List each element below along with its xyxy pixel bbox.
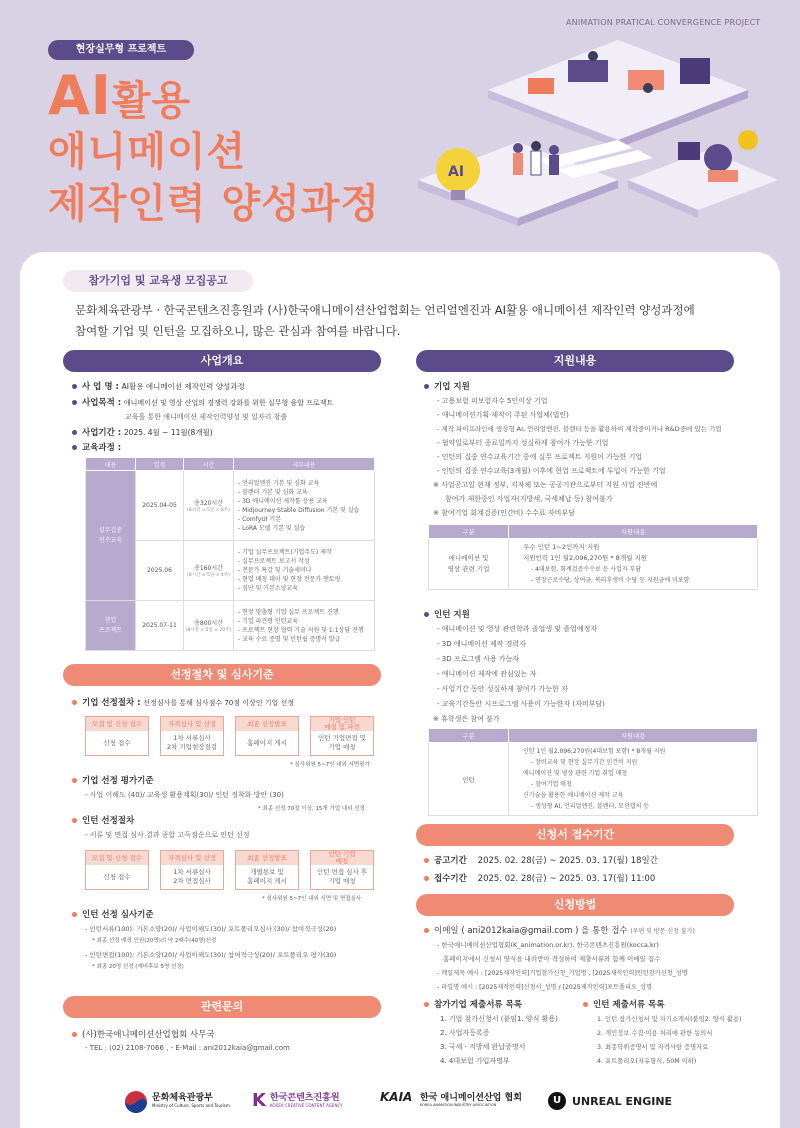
company-support-item-4: - 협약일로부터 종료일까지 성실하게 참여가 가능한 기업 [437,439,609,447]
kocca-logo: 한국콘텐츠진흥원 KOREA CREATIVE CONTENT AGENCY [270,1093,343,1108]
company-support-item-6: - 인턴의 집중 연수교육(3개월) 이후에 현업 프로젝트에 투입이 가능한 기업 [437,467,666,475]
company-docs-label: 참가기업 제출서류 목록 [424,998,522,1010]
intern-criteria-1-note: * 최종 선정 예정 인원(20명)의 약 2배수(40명)선정 [92,938,217,944]
intern-type-cell: 인턴 [429,743,509,816]
bulb-ai-text: AI [448,164,465,180]
company-content-cell: 우수 인턴 1~2인까지 지원 지원인력 1인 월2,096,270원 * 8개월 지원 - 4대보험, 회계검증수수료 등 사업자 부담 - 연장근로수당, 상여금, 복리후생비 수당 등 지원금에 미포함 [509,539,758,590]
intern-content-cell: 인턴 1인 월2,096,270원(4대보험 포함) * 8개월 지원 - 장비교육 및 현장 실무기간 인건비 지원 애니메이션 및 영상 관련 기업 취업 매칭 - 참여기업 매칭 신기술을 활용한 애니메이션 제작 교육 - 생성형 AI, 언리얼엔진, 블렌더, 모션캡처 등 [509,743,758,816]
intern-step-2: 자격심사 및 선정 1차 서류심사 2차 면접심사 [160,850,224,890]
title-ai: AI [48,64,112,127]
title-line3: 제작인력 양성과정 [48,181,381,227]
intern-doc-4: 4. 포트폴리오(자유형식, 50M 이하) [597,1058,697,1065]
company-support-note-3: ※ 참여기업 회계검증(민간비) 수수료 자비부담 [433,509,575,517]
mcst-emblem-icon [124,1090,148,1114]
bullet-dot [72,700,77,705]
bullet-dot [72,778,77,783]
bullet-dot [72,384,77,389]
row3-hours: 총800시간 (8시간 × 5일 × 20주) [184,601,234,651]
intern-support-item-4: - 애니메이션 제작에 관심있는 자 [437,670,537,678]
company-type-cell: 애니메이션 및 영상 관련 기업 [429,539,509,590]
th-time: 시간 [184,458,234,471]
company-support-item-3: - 제작 파이프라인에 생성형 AI, 언리얼엔진, 블렌더 등을 활용하여 제작중이거나 R&D중에 있는 기업 [437,425,722,433]
bullet-dot [424,876,429,881]
unreal-engine-icon: U [548,1092,566,1110]
bullet-dot [424,1002,429,1007]
company-support-item-1: - 고용보험 피보험자수 5인이상 기업 [437,397,548,405]
intern-criteria-2-note: * 최종 20명 선정 (예비후보 5명 선정) [92,964,184,970]
apply-line-2: 홈페이지에서 신청서 양식을 내려받아 작성하여 제출서류와 함께 이메일 접수 [443,955,661,963]
row2-details: - 기업 실무프로젝트(기업주도) 제작 - 실무프로젝트 보고서 작성 - 전문가 특강 및 기술세미나 - 현업 매칭 데이 및 현장 전문가 멘토링 - 심단 및 기본소양교육 [234,541,375,601]
email-apply: 이메일 ( ani2012kaia@gmail.com ) 을 통한 접수 (우편 및 방문 신청 불가) [424,924,695,936]
bullet-dot [72,912,77,917]
group-project: 현업 프로젝트 [86,601,136,651]
title-line2: 애니메이션 [48,129,247,175]
bullet-dot [72,445,77,450]
company-step-2: 자격심사 및 선정 1차 서류심사 2차 기업현장점검 [160,716,224,756]
kaia-logo: 한국 애니메이션산업 협회 KOREA ANIMATION INDUSTRY ASSOCIATION [420,1093,522,1107]
row3-details: - 현장 맞춤형 기업 실무 프로젝트 진행 - 기업 파견형 인턴교육 - 프로젝트 현장 협력 기술 지원 및 1:1상담 진행 - 교육 수료 증명 및 인턴쉽 증명서 발급 [234,601,375,651]
intern-criteria-1: - 인턴서류(100): 기본소양(20)/ 사업이해도(30)/ 포트폴리오심사 (30)/ 참여적극성(20) [85,925,337,933]
notice-period: 공고기간 2025. 02. 28(금) ~ 2025. 03. 17(월) 18일간 [424,854,658,866]
bullet-dot [424,858,429,863]
intern-support-table [428,728,758,816]
bullet-dot [424,612,429,617]
notice-line2: 참여할 기업 및 인턴을 모집하오니, 많은 관심과 참여를 바랍니다. [75,324,401,338]
intern-support: 인턴 지원 [424,608,470,620]
company-support: 기업 지원 [424,380,470,392]
overview-name: 사 업 명 : AI활용 애니메이션 제작인력 양성과정 [72,380,245,392]
company-support-note-2: 참여가 제한중인 사업자(지방세, 국세체납 등) 참여불가 [445,495,613,503]
intern-selection: 인턴 선정절차 [72,814,134,826]
apply-period: 접수기간 2025. 02. 28(금) ~ 2025. 03. 17(월) 11:00 [424,872,655,884]
contact-title: 관련문의 [63,996,381,1018]
intern-support-note: ※ 휴학생은 참여 불가 [433,715,500,723]
intern-criteria-2: - 인턴면접(100): 기본소양(20)/ 사업이해도(30)/ 참여적극성(20)/ 포트폴리오 평가(30) [85,951,337,959]
intern-support-item-1: - 애니메이션 및 영상 관련학과 졸업생 및 졸업예정자 [437,625,598,633]
title-line1 [48,64,192,127]
company-doc-4: 4. 4대보험 가입자명부 [440,1057,510,1065]
th-schedule: 일정 [136,458,184,471]
th-details: 세부내용 [234,458,375,471]
intern-selection-desc: - 서류 및 면접 심사 결과 종합 고득점순으로 인턴 선정 [85,831,250,839]
intern-docs-label: 인턴 제출서류 목록 [583,998,665,1010]
notice-line1: 문화체육관광부 · 한국콘텐츠진흥원과 (사)한국애니메이션산업협회는 언리얼엔진과 AI활용 애니메이션 제작인력 양성과정에 [75,303,695,317]
company-support-note-1: ※ 사업공고일 현재 정부, 지자체 또는 공공기관으로부터 지원 사업 전반에 [433,481,658,489]
intern-support-item-6: - 교육기간동안 시프로그램 사용이 가능한자 (자비부담) [437,700,605,708]
intern-step-4: 인턴·기업 매칭 인턴 면접 심사 후 기업 매칭 [310,850,374,890]
tagline: ANIMATION PRATICAL CONVERGENCE PROJECT [566,18,761,27]
course-table [85,457,375,651]
title-hwal: 활용 [111,78,192,124]
bullet-dot [72,430,77,435]
company-support-item-5: - 인턴의 집중 연수교육기간 중에 실무 프로젝트 지원이 가능한 기업 [437,453,643,461]
row1-date: 2025.04-05 [136,471,184,541]
kocca-mark-icon: K [252,1090,266,1111]
project-badge: 현장실무형 프로젝트 [48,40,194,60]
company-step-1: 모집 및 신청 접수 신청 접수 [85,716,149,756]
company-doc-1: 1. 기업 참가신청서 (붙임1. 양식 활용) [440,1015,558,1023]
selection-title: 선정절차 및 심사기준 [63,664,381,686]
company-support-item-2: - 애니메이션기획·제작이 주된 사업체(법인) [437,411,569,419]
group-intensive: 실무집중 연수교육 [86,471,136,601]
contact-org: (사)한국애니메이션산업협회 사무국 [72,1028,215,1040]
th-content: 내용 [86,458,136,471]
company-doc-2: 2. 사업자등록증 [440,1029,490,1037]
isometric-office-illustration [418,30,778,252]
company-criteria-note: * 최종 선정 70점 이상, 15개 기업 내외 선정 [258,806,365,812]
row1-details: - 언리얼엔진 기본 및 심화 교육 - 블렌더 기본 및 심화 교육 - 3D 애니메이션 제작툴 응용 교육 - Midjourney·Stable Diffusion 기본 및 실습 - ComfyUI 기본 - LoRA 모델 기본 및 실습 [234,471,375,541]
apply-line-4: - 파일명 예시 : [2025제작인력]신청서_성명 / [2025제작인력]포트폴리오_성명 [437,984,652,991]
row2-hours: 총160시간 (8시간 × 5일 × 4주) [184,541,234,601]
intern-note: * 심사위원 5~7인 내외 서면 및 면접심사 [262,896,362,902]
intern-support-item-5: - 사업기간 동안 성실하게 참여가 가능한 자 [437,685,568,693]
intern-step-1: 모집 및 신청 접수 신청 접수 [85,850,149,890]
bullet-dot [72,1032,77,1037]
overview-purpose-line2: 교육을 통한 애니메이션 제작인력양성 및 일자리 창출 [125,413,288,421]
apply-line-1: - 한국애니메이션산업협회(K_animation.or.kr), 한국콘텐츠진흥원(kocca.kr) [437,941,659,949]
row3-date: 2025.07-11 [136,601,184,651]
intern-doc-1: 1. 인턴 참가신청서 및 자기소개서(붙임2. 양식 활용) [597,1016,742,1023]
intern-doc-3: 3. 최종학위증명서 및 자격사항 증명자료 [597,1044,709,1051]
company-note: * 심사위원 5~7인 내외 서면평가 [290,762,370,768]
row1-hours: 총320시간 (8시간 × 5일 × 8주) [184,471,234,541]
company-doc-3: 3. 국세 · 지방세 완납증명서 [440,1043,526,1051]
intern-doc-2: 2. 개인정보 수집·이용 처리에 관한 동의서 [597,1030,713,1037]
company-step-3: 최종 선정발표 홈페이지 게시 [235,716,299,756]
notice-intro [75,300,735,342]
contact-tel-email: - TEL : (02) 2108-7066 , - E-Mail : ani2012kaia@gmail.com [85,1044,290,1052]
overview-course: 교육과정 : [72,441,121,453]
notice-title: 참가기업 및 교육생 모집공고 [63,270,253,292]
company-criteria-value: - 사업 이해도 (40)/ 교육생 활용계획(30)/ 인턴 정착화 방안 (30) [85,791,284,799]
support-title: 지원내용 [416,350,734,372]
intern-criteria: 인턴 선정 심사기준 [72,908,154,920]
overview-title: 사업개요 [63,350,381,372]
th-content: 지원내용 [509,525,758,539]
bullet-dot [72,818,77,823]
company-criteria: 기업 선정 평가기준 [72,774,154,786]
mcst-logo: 문화체육관광부 Ministry of Culture, Sports and Tourism [152,1093,230,1108]
th-type: 구분 [429,729,509,743]
row2-date: 2025.06 [136,541,184,601]
bullet-dot [72,400,77,405]
bullet-dot [424,384,429,389]
company-selection: 기업 선정절차 : 선정심사를 통해 심사점수 70점 이상인 기업 선정 [72,696,294,708]
apply-line-3: - 메일제목 예시 : [2025제작인력]기업참가신청_기업명 , [2025제작인력]인턴참가신청_성명 [437,970,688,977]
unreal-engine-logo: UNREAL ENGINE [572,1095,673,1108]
th-content: 지원내용 [509,729,758,743]
intern-step-3: 최종 선정발표 개별통보 및 홈페이지 게시 [235,850,299,890]
company-support-table [428,524,758,590]
intern-support-item-3: - 3D 프로그램 사용 가능자 [437,655,520,663]
apply-method-title: 신청방법 [416,894,734,916]
company-step-4: 기업·인턴 매칭 및 파견 인턴 기업면접 및 기업 매칭 [310,716,374,756]
apply-period-title: 신청서 접수기간 [416,824,734,846]
th-type: 구분 [429,525,509,539]
overview-period: 사업기간 : 2025. 4월 ~ 11월(8개월) [72,426,213,438]
bullet-dot [424,928,429,933]
bullet-dot [583,1002,588,1007]
kaia-mark-icon: KAIA [380,1090,413,1104]
intern-support-item-2: - 3D 애니메이션 제작 경력자 [437,640,526,648]
overview-purpose: 사업목적 : 애니메이션 및 영상 산업의 경쟁력 강화를 위한 실무형 융합 프로젝트 [72,396,333,408]
